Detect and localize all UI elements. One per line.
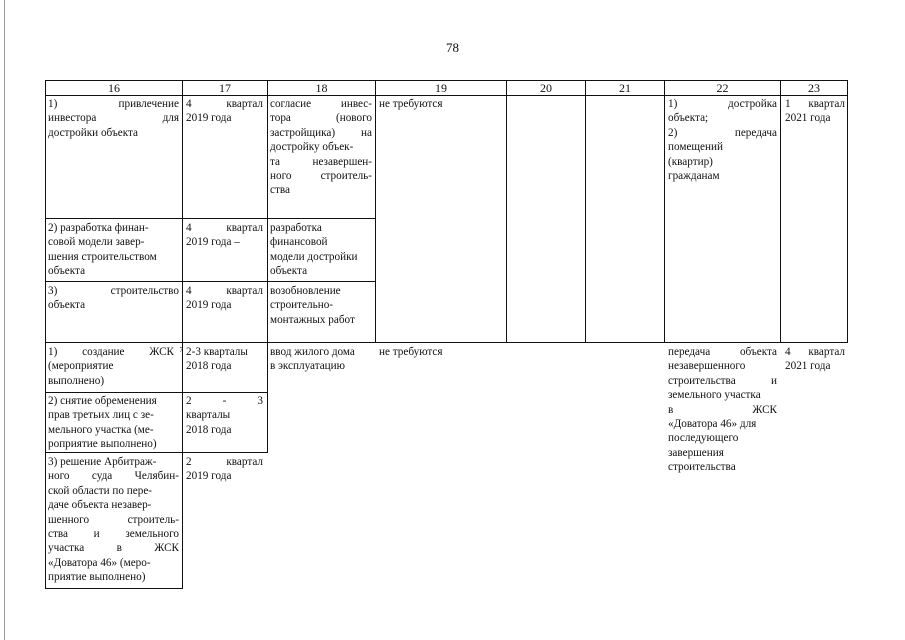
block2-task-court-decision <box>48 455 179 585</box>
word: участка <box>48 542 85 555</box>
word: (нового <box>335 112 372 125</box>
column-header: 21 <box>619 81 631 95</box>
text-line <box>48 541 179 555</box>
text-line: 2019 года <box>186 470 232 483</box>
text-line <box>668 374 777 388</box>
column-header: 20 <box>540 81 552 95</box>
text-line: не требуются <box>379 98 443 110</box>
text-line: совой модели завер- <box>48 236 145 249</box>
text-line: разработка <box>270 222 322 234</box>
word: объекта <box>739 346 777 358</box>
word: - <box>222 395 227 407</box>
word: достройка <box>728 98 777 110</box>
text-line <box>270 97 372 111</box>
word: 1) <box>668 98 678 110</box>
word: 3) <box>48 285 58 297</box>
word: привлечение <box>118 98 179 110</box>
word: ЖСК <box>154 542 179 555</box>
block2-term-2 <box>186 394 263 437</box>
table-right-border <box>847 80 848 343</box>
column-divider-20-21 <box>585 80 586 343</box>
block1-task-financial-model <box>48 221 179 279</box>
text-line: 3) решение Арбитраж- <box>48 456 157 468</box>
text-line <box>186 394 263 408</box>
word: 4 <box>785 346 791 358</box>
word: 2 <box>186 456 192 468</box>
column-divider-22-23 <box>780 80 781 343</box>
block-divider <box>45 342 848 343</box>
text-line: шения строительством <box>48 250 157 263</box>
text-line <box>48 513 179 527</box>
text-line: 2021 года <box>785 112 831 125</box>
text-line: (квартир) <box>668 155 713 168</box>
word: 4 <box>186 285 192 297</box>
text-line <box>48 469 179 483</box>
block2-col22 <box>668 345 777 475</box>
block1-term-1 <box>186 97 263 126</box>
text-line: монтажных работ <box>270 313 355 326</box>
word: та <box>270 155 280 168</box>
column-divider-18-19 <box>375 80 376 343</box>
text-line: объекта <box>48 265 86 278</box>
text-line: кварталы <box>186 409 231 422</box>
text-line <box>668 403 777 417</box>
row-divider <box>45 392 268 393</box>
text-line <box>270 155 372 169</box>
block2-task-zhsk <box>48 345 183 388</box>
word: квартал <box>808 98 845 110</box>
footnote-marker: 7 <box>179 346 183 354</box>
word: земельного <box>125 527 179 540</box>
text-line: приятие выполнено) <box>48 571 146 584</box>
word: 1 <box>785 98 791 110</box>
text-line <box>785 97 845 111</box>
text-line <box>186 284 263 298</box>
text-line: (мероприятие <box>48 360 114 373</box>
word: создание <box>82 346 125 358</box>
column-header: 17 <box>219 81 231 95</box>
text-line: достройки объекта <box>48 126 138 139</box>
text-line: строительно- <box>270 299 334 312</box>
word: инвес- <box>340 98 372 110</box>
word: ства <box>48 527 68 540</box>
block2-result <box>270 345 372 374</box>
text-line: объекта <box>270 265 308 278</box>
word: для <box>162 112 179 125</box>
block1-col23 <box>785 97 845 126</box>
word: тора <box>270 112 291 125</box>
block1-result-1 <box>270 97 372 198</box>
block1-col22 <box>668 97 777 183</box>
block1-task-investor <box>48 97 179 140</box>
text-line: ской области по пере- <box>48 484 153 497</box>
word: 1) <box>48 98 58 110</box>
text-line: помещений <box>668 141 723 154</box>
text-line <box>48 284 179 298</box>
header-bottom-border <box>45 95 848 96</box>
block1-term-3 <box>186 284 263 313</box>
text-line: не требуются <box>379 346 443 358</box>
word: квартал <box>226 98 263 110</box>
column-divider-17-18 <box>267 80 268 453</box>
word: строитель- <box>127 513 179 526</box>
text-line: строительства <box>668 461 736 474</box>
word: и <box>93 527 100 540</box>
word: 3 <box>257 395 263 407</box>
text-line <box>668 97 777 111</box>
word: 2 <box>186 395 192 407</box>
block2-task-encumbrance <box>48 394 179 452</box>
word: 2) <box>668 126 678 139</box>
text-line <box>48 111 179 125</box>
word: строительства <box>668 374 736 387</box>
text-line: объекта <box>48 299 86 312</box>
word: застройщика) <box>270 126 336 139</box>
table-bottom-border <box>45 588 183 589</box>
text-line: 2) разработка финан- <box>48 222 149 234</box>
column-divider-16-17 <box>179 80 183 589</box>
block1-result-3 <box>270 284 372 327</box>
column-header: 23 <box>808 81 820 95</box>
block2-col19 <box>379 345 503 359</box>
word: в <box>668 403 674 416</box>
word: 1) <box>48 346 58 358</box>
block2-col23 <box>785 345 845 374</box>
column-divider-19-20 <box>506 80 507 343</box>
word: передача <box>734 126 777 139</box>
text-line: мельного участка (ме- <box>48 423 154 436</box>
text-line: 2021 года <box>785 360 831 373</box>
text-line <box>186 97 263 111</box>
row-divider <box>45 281 376 282</box>
text-line <box>785 345 845 359</box>
text-line: «Доватора 46» (меро- <box>48 556 151 569</box>
column-divider-21-22 <box>664 80 665 343</box>
column-header: 16 <box>108 81 120 95</box>
table-left-border <box>45 80 46 589</box>
word: ЖСК <box>752 403 777 416</box>
word: незавершен- <box>312 155 372 168</box>
text-line: последующего <box>668 432 739 445</box>
text-line: прав третьих лиц с зе- <box>48 409 154 422</box>
text-line: ства <box>270 184 290 197</box>
text-line: модели достройки <box>270 250 358 263</box>
page-number: 78 <box>446 40 459 55</box>
text-line: земельного участка <box>668 389 761 402</box>
text-line <box>668 345 777 359</box>
text-line: 2019 года <box>186 112 232 125</box>
text-line <box>270 126 372 140</box>
word: передача <box>668 346 711 358</box>
word: квартал <box>226 456 263 468</box>
text-line <box>48 527 179 541</box>
word: строитель- <box>320 169 372 182</box>
text-line: 2) снятие обременения <box>48 395 157 407</box>
row-divider <box>45 218 376 219</box>
word: шенного <box>48 513 90 526</box>
word: 4 <box>186 222 192 234</box>
word: ЖСК <box>149 346 174 358</box>
text-line: даче объекта незавер- <box>48 499 152 512</box>
word: согласие <box>270 98 312 110</box>
text-line: 2019 года <box>186 299 232 312</box>
text-line: выполнено) <box>48 374 105 387</box>
column-header: 19 <box>435 81 447 95</box>
text-line: в эксплуатацию <box>270 360 346 373</box>
text-line: 2018 года <box>186 423 232 436</box>
column-header: 18 <box>315 81 328 95</box>
block2-term-1 <box>186 345 263 374</box>
word: квартал <box>226 222 263 234</box>
text-line: достройку объек- <box>270 141 354 154</box>
word: квартал <box>226 285 263 297</box>
text-line <box>186 455 263 469</box>
word: строительство <box>110 285 179 297</box>
text-line: гражданам <box>668 169 720 182</box>
block1-task-construction <box>48 284 179 313</box>
word: суда <box>91 470 113 483</box>
text-line <box>270 169 372 183</box>
text-line <box>270 111 372 125</box>
text-line: завершения <box>668 446 724 459</box>
word: и <box>771 374 777 387</box>
word: квартал <box>808 346 845 358</box>
text-line: роприятие выполнено) <box>48 438 157 451</box>
text-line: незавершенного <box>668 360 746 373</box>
text-line: финансовой <box>270 236 328 249</box>
word: в <box>116 542 122 555</box>
word: Челябин- <box>134 470 179 483</box>
text-line <box>48 345 174 359</box>
block1-term-2 <box>186 221 263 250</box>
text-line <box>48 97 179 111</box>
word: 4 <box>186 98 192 110</box>
text-line: ввод жилого дома <box>270 346 355 358</box>
text-line: 2019 года – <box>186 236 240 249</box>
block1-result-2 <box>270 221 372 279</box>
word: ного <box>48 470 70 483</box>
word: ного <box>270 169 292 182</box>
row-divider <box>45 452 268 453</box>
text-line: «Доватора 46» для <box>668 417 757 430</box>
column-header: 22 <box>716 81 729 95</box>
block2-term-3 <box>186 455 263 484</box>
word: на <box>361 126 372 139</box>
text-line: возобновление <box>270 285 341 297</box>
text-line <box>186 221 263 235</box>
text-line <box>668 126 777 140</box>
text-line: 2-3 кварталы <box>186 346 248 358</box>
text-line <box>48 345 183 359</box>
word: инвестора <box>48 112 97 125</box>
text-line: объекта; <box>668 112 709 125</box>
text-line: 2018 года <box>186 360 232 373</box>
block1-col19 <box>379 97 503 111</box>
